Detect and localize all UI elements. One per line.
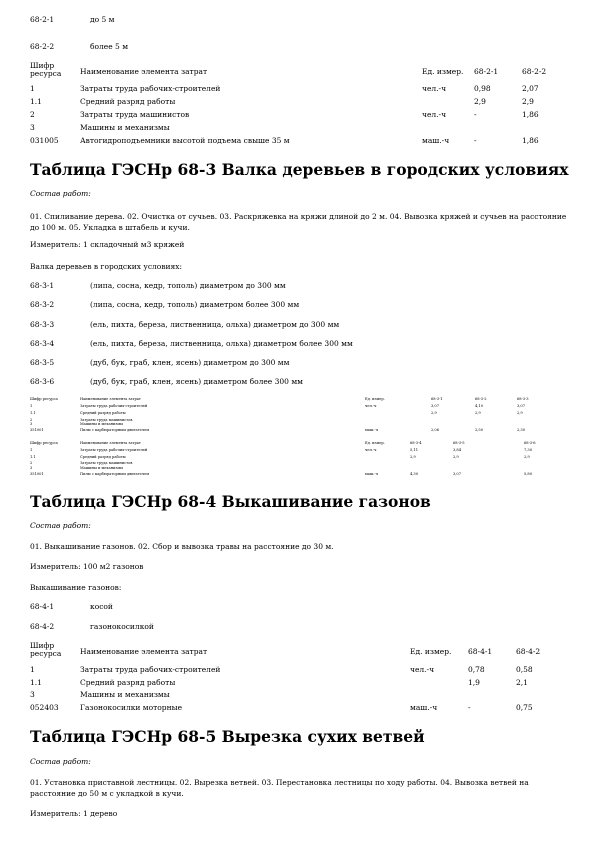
cell-value: 4,30: [410, 472, 419, 476]
cell-name: Затраты труда машинистов: [80, 461, 133, 465]
cell-value: 0,58: [516, 665, 533, 674]
cell-shifr: 1.1: [30, 97, 42, 106]
item-desc: газонокосилкой: [90, 622, 154, 631]
cell-shifr: 351001: [30, 472, 44, 476]
cell-shifr: 3: [30, 422, 33, 426]
item-desc: (липа, сосна, кедр, тополь) диаметром до 300 мм: [90, 281, 286, 290]
col-header-shifr: Шифр ресурса: [30, 397, 58, 401]
cell-value: 1,86: [522, 136, 539, 145]
cell-name: Машины и механизмы: [80, 123, 170, 132]
col-header-c2: 68-3-5: [453, 441, 465, 445]
cell-value: 2,9: [453, 455, 459, 459]
sostav-text: 01. Выкашивание газонов. 02. Сбор и вывозка травы на расстояние до 30 м.: [30, 542, 334, 551]
col-header-name: Наименование элемента затрат: [80, 397, 141, 401]
sostav-label: Состав работ:: [30, 521, 91, 530]
cell-value: 2,9: [522, 97, 534, 106]
section-title-68-3: Таблица ГЭСНр 68-3 Валка деревьев в городских условиях: [30, 160, 569, 179]
cell-shifr: 351001: [30, 428, 44, 432]
cell-value: 0,78: [468, 665, 485, 674]
cell-shifr: 1.1: [30, 455, 36, 459]
cell-name: Средний разряд работы: [80, 455, 126, 459]
col-header-name: Наименование элемента затрат: [80, 647, 208, 656]
row-code: 68-2-2: [30, 42, 55, 51]
row-code: 68-2-1: [30, 15, 55, 24]
cell-value: 2,50: [475, 428, 484, 432]
cell-shifr: 1: [30, 404, 33, 408]
sostav-text: 01. Спиливание дерева. 02. Очистка от сучьев. 03. Раскряжевка на кряжи длиной до 2 м. 04. Вывозка кряжей и сучьев на расстояние до 100 м. 05. Укладка в штабель и кучи.: [30, 212, 567, 232]
cell-value: -: [474, 136, 477, 145]
cell-name: Затраты труда машинистов: [80, 418, 133, 422]
section-title-68-5: Таблица ГЭСНр 68-5 Вырезка сухих ветвей: [30, 727, 425, 746]
cell-name: Средний разряд работы: [80, 411, 126, 415]
sostav-text: 01. Установка приставной лестницы. 02. Вырезка ветвей. 03. Перестановка лестницы по ходу работы. 04. Вывозка ветвей на расстояние до 50 м с укладкой в кучи.: [30, 778, 529, 798]
cell-value: 3,07: [453, 472, 462, 476]
cell-shifr: 3: [30, 123, 35, 132]
col-header-c1: 68-2-1: [474, 67, 499, 76]
cell-value: 1,9: [468, 678, 480, 687]
col-header-unit: Ед. измер.: [410, 647, 452, 656]
cell-unit: маш.-ч: [365, 472, 379, 476]
col-header-c1: 68-3-4: [410, 441, 422, 445]
cell-value: 2,9: [474, 97, 486, 106]
cell-value: 2,1: [516, 678, 528, 687]
cell-unit: чел.-ч: [422, 84, 447, 93]
group-intro: Выкашивание газонов:: [30, 583, 122, 592]
cell-unit: маш.-ч: [422, 136, 450, 145]
col-header-c3: 68-3-3: [517, 397, 529, 401]
sostav-label: Состав работ:: [30, 189, 91, 198]
col-header-c1: 68-4-1: [468, 647, 493, 656]
cell-name: Пилы с карбюраторным двигателем: [80, 472, 150, 476]
cell-unit: чел.-ч: [365, 448, 377, 452]
item-code: 68-3-1: [30, 281, 55, 290]
col-header-c2: 68-3-2: [475, 397, 487, 401]
cell-shifr: 1: [30, 665, 35, 674]
item-code: 68-4-2: [30, 622, 55, 631]
row-desc: более 5 м: [90, 42, 129, 51]
cell-shifr: 052403: [30, 703, 59, 712]
cell-shifr: 1: [30, 84, 35, 93]
col-header-c2: 68-2-2: [522, 67, 547, 76]
cell-name: Затраты труда машинистов: [80, 110, 190, 119]
cell-value: 0,75: [516, 703, 533, 712]
item-desc: (ель, пихта, береза, лиственница, ольха) диаметром до 300 мм: [90, 320, 340, 329]
cell-name: Автогидроподъемники высотой подъема свыше 35 м: [80, 136, 290, 145]
cell-unit: маш.-ч: [410, 703, 438, 712]
izmeritel: Измеритель: 1 складочный м3 кряжей: [30, 240, 185, 249]
col-header-unit: Ед. измер.: [365, 441, 385, 445]
item-code: 68-4-1: [30, 602, 55, 611]
cell-value: 7,30: [524, 448, 533, 452]
col-header-c1: 68-3-1: [431, 397, 443, 401]
row-desc: до 5 м: [90, 15, 115, 24]
cell-unit: маш.-ч: [365, 428, 379, 432]
cell-value: 1,86: [522, 110, 539, 119]
cell-value: 3,07: [517, 404, 526, 408]
cell-name: Газонокосилки моторные: [80, 703, 183, 712]
cell-shifr: 1.1: [30, 411, 36, 415]
izmeritel: Измеритель: 100 м2 газонов: [30, 562, 144, 571]
item-code: 68-3-3: [30, 320, 55, 329]
cell-shifr: 031005: [30, 136, 59, 145]
cell-value: 3,07: [431, 404, 440, 408]
cell-value: 4,10: [475, 404, 484, 408]
cell-name: Машины и механизмы: [80, 422, 123, 426]
cell-shifr: 2: [30, 110, 35, 119]
cell-name: Машины и механизмы: [80, 690, 170, 699]
cell-value: 2,9: [410, 455, 416, 459]
item-desc: (липа, сосна, кедр, тополь) диаметром более 300 мм: [90, 300, 300, 309]
cell-shifr: 3: [30, 466, 33, 470]
cell-name: Пилы с карбюраторным двигателем: [80, 428, 150, 432]
cell-value: 2,06: [431, 428, 440, 432]
item-desc: косой: [90, 602, 113, 611]
cell-value: 2,07: [522, 84, 539, 93]
col-header-shifr: Шифр ресурса: [30, 441, 58, 445]
cell-name: Средний разряд работы: [80, 678, 176, 687]
cell-value: 5,80: [524, 472, 533, 476]
cell-unit: чел.-ч: [410, 665, 435, 674]
cell-shifr: 3: [30, 690, 35, 699]
section-title-68-4: Таблица ГЭСНр 68-4 Выкашивание газонов: [30, 492, 431, 511]
cell-value: 2,9: [524, 455, 530, 459]
cell-name: Машины и механизмы: [80, 466, 123, 470]
cell-unit: чел.-ч: [422, 110, 447, 119]
col-header-shifr: Шифр ресурса: [30, 61, 62, 78]
col-header-unit: Ед. измер.: [365, 397, 385, 401]
cell-name: Затраты труда рабочих-строителей: [80, 404, 148, 408]
col-header-name: Наименование элемента затрат: [80, 441, 141, 445]
cell-value: 2,9: [475, 411, 481, 415]
item-code: 68-3-4: [30, 339, 55, 348]
group-intro: Валка деревьев в городских условиях:: [30, 262, 183, 271]
cell-unit: чел.-ч: [365, 404, 377, 408]
col-header-c2: 68-4-2: [516, 647, 541, 656]
izmeritel: Измеритель: 1 дерево: [30, 809, 118, 818]
col-header-shifr: Шифр ресурса: [30, 641, 62, 658]
cell-name: Средний разряд работы: [80, 97, 176, 106]
sostav-label: Состав работ:: [30, 757, 91, 766]
cell-value: -: [474, 110, 477, 119]
cell-shifr: 2: [30, 418, 33, 422]
item-desc: (дуб, бук, граб, клен, ясень) диаметром до 300 мм: [90, 358, 290, 367]
cell-shifr: 1.1: [30, 678, 42, 687]
cell-shifr: 1: [30, 448, 33, 452]
cell-value: 2,9: [517, 411, 523, 415]
col-header-unit: Ед. измер.: [422, 67, 464, 76]
item-code: 68-3-6: [30, 377, 55, 386]
cell-shifr: 2: [30, 461, 33, 465]
item-desc: (ель, пихта, береза, лиственница, ольха) диаметром более 300 мм: [90, 339, 353, 348]
cell-name: Затраты труда рабочих-строителей: [80, 448, 148, 452]
col-header-c3: 68-3-6: [524, 441, 536, 445]
item-desc: (дуб, бук, граб, клен, ясень) диаметром более 300 мм: [90, 377, 303, 386]
item-code: 68-3-2: [30, 300, 55, 309]
cell-name: Затраты труда рабочих-строителей: [80, 84, 221, 93]
col-header-name: Наименование элемента затрат: [80, 67, 208, 76]
cell-value: 2,9: [431, 411, 437, 415]
cell-value: 3,84: [453, 448, 462, 452]
cell-name: Затраты труда рабочих-строителей: [80, 665, 221, 674]
cell-value: 2,30: [517, 428, 526, 432]
cell-value: -: [468, 703, 471, 712]
item-code: 68-3-5: [30, 358, 55, 367]
cell-value: 0,98: [474, 84, 491, 93]
cell-value: 5,11: [410, 448, 419, 452]
